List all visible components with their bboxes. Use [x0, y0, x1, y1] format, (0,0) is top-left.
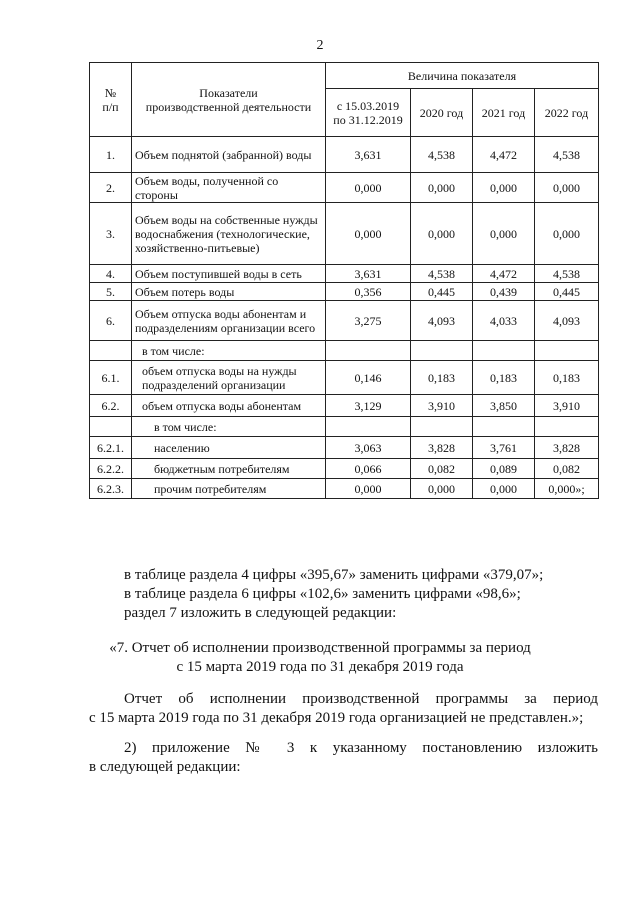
table-row	[90, 173, 599, 203]
cell-indicator: Объем отпуска воды абонентам и подразделениям организации всего	[132, 301, 326, 341]
cell-value-2022	[535, 417, 599, 437]
header-value-group: Величина показателя	[326, 63, 599, 89]
cell-indicator: в том числе:	[132, 341, 326, 361]
header-year-2020: 2020 год	[411, 89, 473, 137]
cell-num: 6.	[90, 301, 132, 341]
cell-num: 6.2.1.	[90, 437, 132, 459]
cell-value-2019: 3,631	[326, 137, 411, 173]
cell-value-2021: 0,000	[473, 479, 535, 499]
cell-num: 1.	[90, 137, 132, 173]
indicators-table	[89, 62, 599, 499]
table-row	[90, 203, 599, 265]
amendment-line-3: раздел 7 изложить в следующей редакции:	[124, 605, 397, 621]
cell-value-2019: 3,063	[326, 437, 411, 459]
cell-value-2020: 4,093	[411, 301, 473, 341]
cell-indicator: Объем поднятой (забранной) воды	[132, 137, 326, 173]
cell-value-2020: 4,538	[411, 265, 473, 283]
cell-value-2022: 4,093	[535, 301, 599, 341]
cell-value-2020: 4,538	[411, 137, 473, 173]
table-row	[90, 479, 599, 499]
cell-indicator: объем отпуска воды абонентам	[132, 395, 326, 417]
table-row	[90, 301, 599, 341]
cell-indicator: объем отпуска воды на нужды подразделений организации	[132, 361, 326, 395]
cell-value-2021: 4,472	[473, 137, 535, 173]
table-row	[90, 437, 599, 459]
cell-value-2019: 0,000	[326, 173, 411, 203]
table-row	[90, 361, 599, 395]
cell-indicator: населению	[132, 437, 326, 459]
cell-value-2022: 0,445	[535, 283, 599, 301]
cell-num: 4.	[90, 265, 132, 283]
cell-value-2022: 4,538	[535, 265, 599, 283]
cell-value-2022: 0,000	[535, 173, 599, 203]
cell-value-2020: 0,183	[411, 361, 473, 395]
header-year-2022: 2022 год	[535, 89, 599, 137]
cell-indicator: в том числе:	[132, 417, 326, 437]
header-num: № п/п	[90, 63, 132, 137]
cell-value-2021: 0,183	[473, 361, 535, 395]
cell-value-2019: 0,000	[326, 203, 411, 265]
cell-num: 6.2.3.	[90, 479, 132, 499]
cell-value-2022: 3,910	[535, 395, 599, 417]
cell-value-2022: 0,000»;	[535, 479, 599, 499]
cell-value-2019: 0,066	[326, 459, 411, 479]
cell-value-2021: 4,472	[473, 265, 535, 283]
cell-value-2020	[411, 417, 473, 437]
cell-value-2019: 0,356	[326, 283, 411, 301]
header-indicator-name: Показатели производственной деятельности	[132, 63, 326, 137]
table-row	[90, 417, 599, 437]
cell-value-2020	[411, 341, 473, 361]
cell-num: 6.1.	[90, 361, 132, 395]
cell-value-2021	[473, 341, 535, 361]
cell-num: 6.2.	[90, 395, 132, 417]
cell-value-2021: 0,000	[473, 203, 535, 265]
header-period-2019: с 15.03.2019 по 31.12.2019	[326, 89, 411, 137]
item2-line-1: 2) приложение № 3 к указанному постановлению изложить	[124, 740, 598, 756]
cell-value-2019: 0,000	[326, 479, 411, 499]
table-row	[90, 283, 599, 301]
table-body	[90, 137, 599, 499]
cell-value-2022: 4,538	[535, 137, 599, 173]
amendment-line-1: в таблице раздела 4 цифры «395,67» заменить цифрами «379,07»;	[124, 567, 544, 583]
item2-line-2: в следующей редакции:	[89, 759, 241, 775]
cell-value-2020: 0,082	[411, 459, 473, 479]
amendment-line-2: в таблице раздела 6 цифры «102,6» заменить цифрами «98,6»;	[124, 586, 521, 602]
cell-indicator: Объем потерь воды	[132, 283, 326, 301]
cell-value-2022: 0,183	[535, 361, 599, 395]
section-title-line-2: с 15 марта 2019 года по 31 декабря 2019 года	[176, 659, 464, 675]
cell-value-2019: 3,129	[326, 395, 411, 417]
cell-value-2019	[326, 417, 411, 437]
table-row	[90, 137, 599, 173]
report-line-2: с 15 марта 2019 года по 31 декабря 2019 года организацией не представлен.»;	[89, 710, 584, 726]
table-row	[90, 265, 599, 283]
cell-num	[90, 417, 132, 437]
cell-value-2020: 0,445	[411, 283, 473, 301]
section-title-line-1: «7. Отчет об исполнении производственной программы за период	[109, 640, 531, 656]
cell-value-2021	[473, 417, 535, 437]
cell-value-2022	[535, 341, 599, 361]
cell-value-2020: 3,828	[411, 437, 473, 459]
cell-value-2022: 0,000	[535, 203, 599, 265]
table-row	[90, 459, 599, 479]
header-year-2021: 2021 год	[473, 89, 535, 137]
table-row	[90, 341, 599, 361]
table-row	[90, 395, 599, 417]
cell-value-2020: 0,000	[411, 173, 473, 203]
cell-value-2020: 3,910	[411, 395, 473, 417]
cell-value-2021: 0,439	[473, 283, 535, 301]
cell-num: 3.	[90, 203, 132, 265]
cell-num	[90, 341, 132, 361]
cell-num: 2.	[90, 173, 132, 203]
cell-value-2019: 3,631	[326, 265, 411, 283]
cell-value-2019	[326, 341, 411, 361]
cell-value-2021: 3,850	[473, 395, 535, 417]
cell-num: 6.2.2.	[90, 459, 132, 479]
cell-value-2021: 3,761	[473, 437, 535, 459]
cell-value-2020: 0,000	[411, 203, 473, 265]
cell-value-2019: 0,146	[326, 361, 411, 395]
cell-indicator: Объем воды, полученной со стороны	[132, 173, 326, 203]
cell-value-2019: 3,275	[326, 301, 411, 341]
page-number: 2	[316, 38, 324, 53]
cell-indicator: Объем поступившей воды в сеть	[132, 265, 326, 283]
cell-num: 5.	[90, 283, 132, 301]
cell-value-2021: 0,000	[473, 173, 535, 203]
cell-indicator: Объем воды на собственные нужды водоснабжения (технологические, хозяйственно-питьевые)	[132, 203, 326, 265]
cell-value-2021: 0,089	[473, 459, 535, 479]
cell-value-2020: 0,000	[411, 479, 473, 499]
cell-value-2021: 4,033	[473, 301, 535, 341]
table-header-row	[90, 63, 599, 89]
cell-value-2022: 0,082	[535, 459, 599, 479]
cell-indicator: прочим потребителям	[132, 479, 326, 499]
report-line-1: Отчет об исполнении производственной программы за период	[124, 691, 598, 707]
cell-value-2022: 3,828	[535, 437, 599, 459]
cell-indicator: бюджетным потребителям	[132, 459, 326, 479]
